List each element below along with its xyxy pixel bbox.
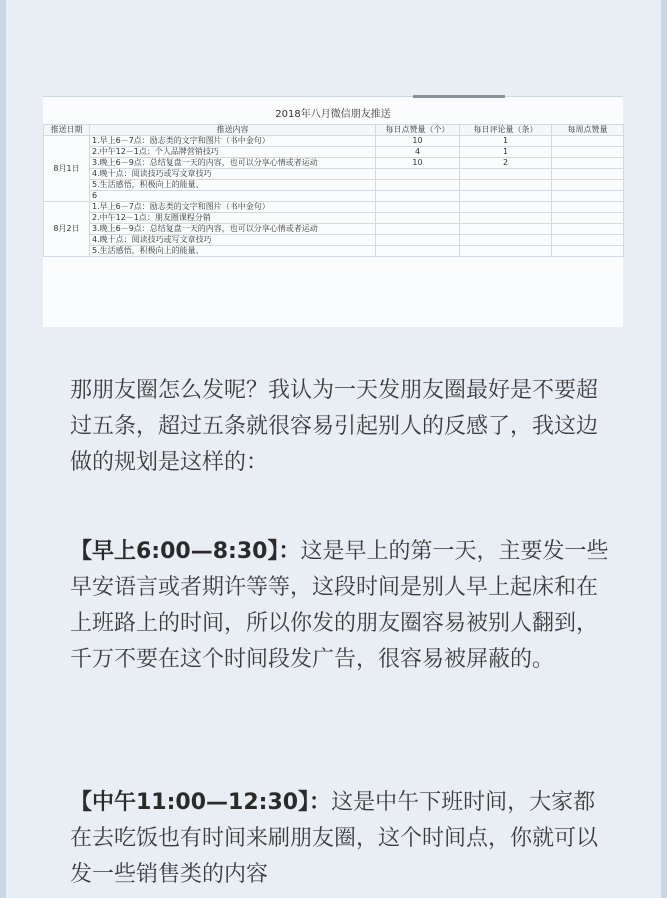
- noon-text: 这是中午下班时间，大家都在去吃饭也有时间来刷朋友圈，这个时间点，你就可以发一些销售类的内容: [70, 790, 599, 887]
- weekly-cell: [552, 158, 624, 169]
- header-content: 推送内容: [90, 125, 376, 136]
- morning-text: 这是早上的第一天，主要发一些早安语言或者期许等等，这段时间是别人早上起床和在上班路上的时间，所以你发的朋友圈容易被别人翻到，千万不要在这个时间段发广告，很容易被屏蔽的。: [70, 539, 609, 672]
- content-cell: 6: [90, 191, 376, 202]
- header-weekly-likes: 每周点赞量: [552, 125, 624, 136]
- table-row: [44, 169, 624, 180]
- date-cell: 8月2日: [44, 202, 90, 257]
- content-cell: 3.晚上6－9点：总结复盘一天的内容，也可以分享心情或者运动: [90, 224, 376, 235]
- morning-time-label: 【早上6:00—8:30】：: [70, 539, 301, 564]
- content-cell: 2.中午12－1点：朋友圈课程分销: [90, 213, 376, 224]
- comments-cell: 1: [460, 147, 552, 158]
- weekly-cell: [552, 180, 624, 191]
- comments-cell: [460, 169, 552, 180]
- table-row: [44, 246, 624, 257]
- comments-cell: [460, 180, 552, 191]
- noon-time-label: 【中午11:00—12:30】：: [70, 790, 332, 815]
- likes-cell: [376, 180, 460, 191]
- weekly-cell: [552, 213, 624, 224]
- table-row: [44, 191, 624, 202]
- comments-cell: [460, 191, 552, 202]
- content-cell: 1.早上6－7点：励志类的文字和图片（书中金句）: [90, 136, 376, 147]
- content-cell: 5.生活感悟，积极向上的能量、: [90, 180, 376, 191]
- content-cell: 4.晚十点：阅读技巧或写文章技巧: [90, 169, 376, 180]
- comments-cell: [460, 246, 552, 257]
- article-paragraph-intro: 那朋友圈怎么发呢？我认为一天发朋友圈最好是不要超过五条，超过五条就很容易引起别人的反感了，我这边做的规划是这样的：: [70, 378, 599, 475]
- table-row: [44, 136, 624, 147]
- weekly-cell: [552, 136, 624, 147]
- table-header-row: [44, 125, 624, 136]
- article-paragraph-noon: [70, 785, 610, 893]
- header-date: 推送日期: [44, 125, 90, 136]
- spreadsheet-image: [43, 96, 623, 327]
- comments-cell: [460, 224, 552, 235]
- comments-cell: 2: [460, 158, 552, 169]
- table-row: [44, 213, 624, 224]
- likes-cell: 10: [376, 136, 460, 147]
- table-row: [44, 158, 624, 169]
- weekly-cell: [552, 224, 624, 235]
- likes-cell: 10: [376, 158, 460, 169]
- likes-cell: 4: [376, 147, 460, 158]
- content-cell: 4.晚十点：阅读技巧或写文章技巧: [90, 235, 376, 246]
- table-row: [44, 235, 624, 246]
- likes-cell: [376, 246, 460, 257]
- comments-cell: [460, 202, 552, 213]
- likes-cell: [376, 191, 460, 202]
- comments-cell: 1: [460, 136, 552, 147]
- likes-cell: [376, 235, 460, 246]
- weekly-cell: [552, 191, 624, 202]
- header-daily-comments: 每日评论量（条）: [460, 125, 552, 136]
- comments-cell: [460, 213, 552, 224]
- likes-cell: [376, 169, 460, 180]
- weekly-cell: [552, 246, 624, 257]
- header-daily-likes: 每日点赞量（个）: [376, 125, 460, 136]
- table-row: [44, 180, 624, 191]
- content-cell: 2.中午12－1点：个人品牌营销技巧: [90, 147, 376, 158]
- likes-cell: [376, 213, 460, 224]
- table-row: [44, 147, 624, 158]
- schedule-table: [43, 124, 624, 257]
- article-paragraph-morning: [70, 534, 610, 678]
- comments-cell: [460, 235, 552, 246]
- likes-cell: [376, 224, 460, 235]
- weekly-cell: [552, 202, 624, 213]
- content-cell: 1.早上6－7点：励志类的文字和图片（书中金句）: [90, 202, 376, 213]
- content-cell: 3.晚上6－9点：总结复盘一天的内容，也可以分享心情或者运动: [90, 158, 376, 169]
- sheet-tab-indicator: [413, 95, 505, 98]
- weekly-cell: [552, 169, 624, 180]
- table-row: [44, 202, 624, 213]
- content-cell: 5.生活感悟，积极向上的能量、: [90, 246, 376, 257]
- weekly-cell: [552, 235, 624, 246]
- table-row: [44, 224, 624, 235]
- likes-cell: [376, 202, 460, 213]
- date-cell: 8月1日: [44, 136, 90, 202]
- weekly-cell: [552, 147, 624, 158]
- sheet-title: 2018年八月微信朋友推送: [275, 109, 391, 120]
